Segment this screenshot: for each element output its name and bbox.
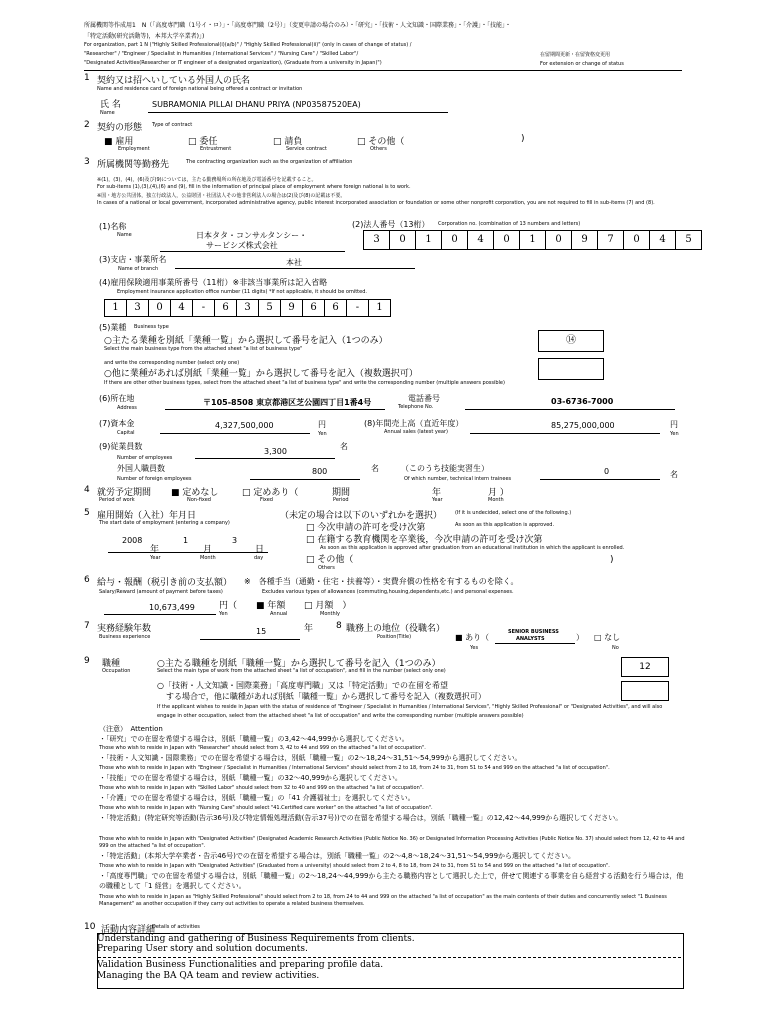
corp-digit: 9 [572, 231, 598, 249]
business-main-instruction-en: Select the main business type from the attached sheet "a list of business type" [104, 346, 303, 352]
capital-yen: 円 [318, 420, 326, 429]
position-yes-checkbox[interactable]: ■ あり（ [455, 633, 490, 642]
start-month-unit: 月 [203, 545, 213, 555]
occupation-other-instruction-en-1: If the applicant wishes to reside in Japan with the status of residence of "Engineer / Specialist in Humanities / International Services", "Highly Skilled Professional" or "Designated Activities", and will also [157, 704, 663, 710]
period-year: 年 [432, 488, 442, 498]
section-3-title-en: The contracting organization such as the organization of affiliation [186, 159, 353, 165]
section-8-title: 職務上の地位（役職名） [346, 624, 446, 634]
business-other-instruction-en: If there are other other business types, select from the attached sheet "a list of business type" and write the corresponding number (multiple answers possible) [104, 380, 505, 386]
foreign-national-name: SUBRAMONIA PILLAI DHANU PRIYA (NP03587520EA) [152, 100, 361, 109]
telephone-underline [465, 409, 675, 410]
salary-annual-en: Annual [270, 611, 288, 617]
business-other-input[interactable] [538, 358, 604, 380]
salary-monthly-en: Monthly [320, 611, 341, 617]
header-right-jp: 在留期間更新・在留資格変更用 [540, 52, 611, 58]
corp-digit: 0 [494, 231, 520, 249]
corp-number-label: (2)法人番号（13桁） [352, 220, 430, 229]
contract-entrustment-checkbox[interactable]: □ 委任 [188, 137, 218, 147]
section-6-title: 給与・報酬（税引き前の支払額） [97, 578, 233, 588]
section-9-title-en: Occupation [102, 668, 131, 674]
period-month-en: Month [488, 497, 504, 503]
corp-number-boxes [363, 230, 702, 250]
period-label-en: Period [333, 497, 349, 503]
header-line-2: 「特定活動(研究活動等)，本邦大学卒業者)」) [84, 33, 205, 40]
start-day-en: day [254, 555, 264, 561]
capital-yen-en: Yen [318, 431, 327, 437]
start-on-approval-checkbox[interactable]: □ 今次申請の許可を受け次第 [306, 523, 426, 533]
address-value: 〒105-8508 東京都港区芝公園四丁目1番4号 [203, 398, 372, 407]
section-9-number: 9 [84, 656, 90, 666]
start-month-value: 1 [183, 536, 189, 545]
section-3-number: 3 [84, 157, 90, 167]
emp-insurance-label-en: Employment insurance application office number (11 digits) *If not applicable, it should be omitted. [117, 289, 367, 295]
section-7-title: 実務経験年数 [97, 624, 152, 634]
address-underline [165, 409, 385, 410]
attention-heading: （注意） Attention [99, 725, 163, 733]
section-2-number: 2 [84, 120, 90, 130]
occupation-main-instruction: ○主たる職種を別紙「職種一覧」から選択して番号を記入（1つのみ） [157, 659, 441, 669]
section-5-number: 5 [84, 508, 90, 518]
section-5-title-en: The start date of employment (entering a company) [99, 520, 230, 526]
telephone-label: 電話番号 [408, 394, 440, 403]
section-6-number: 6 [84, 575, 90, 585]
address-label-en: Address [117, 405, 137, 411]
activity-line-3: Validation Business Functionalities and preparing profile data. [97, 960, 384, 970]
emp-digit: 9 [281, 300, 303, 316]
start-year-en: Year [150, 555, 161, 561]
start-after-graduation-checkbox[interactable]: □ 在籍する教育機関を卒業後，今次申請の許可を受け次第 [306, 535, 543, 545]
emp-digit: - [193, 300, 215, 316]
occupation-main-input[interactable] [621, 657, 669, 677]
attention-note-1-en: Those who wish to reside in Japan with "Researcher" should select from 3, 42 to 44 and 999 on the attached "a list of occupation". [99, 745, 426, 751]
attention-note-5-en: Those who wish to reside in Japan with "Designated Activities" (Designated Academic Research Activities (Public Notice No. 36) or Designated Information Processing Activities (Public Notice No. 37) should select from 12, 42 to 44 and 999 on the attached "a list of occupation". [99, 836, 685, 849]
section-3-note-2: For sub-items (1),(3),(4),(6) and (9), fill in the information of principal place of employment where foreign national is to work. [97, 184, 411, 190]
position-no-en: No [612, 645, 619, 651]
address-label: (6)所在地 [99, 394, 135, 403]
experience-underline [200, 639, 300, 640]
emp-digit: 6 [325, 300, 347, 316]
capital-underline [160, 433, 310, 434]
org-name-underline [160, 251, 345, 252]
trainees-label: （このうち技能実習生） [401, 464, 489, 473]
branch-label: (3)支店・事業所名 [99, 255, 167, 264]
business-type-label: (5)業種 [99, 323, 127, 332]
corp-digit: 7 [598, 231, 624, 249]
contract-others-en: Others [370, 146, 387, 152]
period-fixed-checkbox[interactable]: □ 定めあり（ [242, 488, 299, 498]
attention-note-6-en: Those who wish to reside in Japan with "Designated Activities" (Graduated from a university) should select from 2 to 4, 8 to 18, from 24 to 31, from 51 to 54 and 999 on the attached "a list of occupation". [99, 863, 610, 869]
corp-digit: 0 [624, 231, 650, 249]
corp-digit: 1 [520, 231, 546, 249]
position-value-1: SENIOR BUSINESS [508, 629, 559, 635]
attention-note-2-en: Those who wish to reside in Japan with "Engineer / Specialist in Humanities / International Services" should select from 2 to 18, from 24 to 31, from 51 to 54 and 999 on the attached "a list of occupation". [99, 765, 610, 771]
org-name-label: (1)名称 [99, 222, 127, 231]
sales-value: 85,275,000,000 [551, 421, 615, 430]
name-label-jp: 氏 名 [100, 100, 121, 110]
section-3-note-4: In cases of a national or local government, incorporated administrative agency, public interest incorporated association or foundation or some other nonprofit corporation, you are not required to fill in sub-items (7) and (8). [97, 200, 655, 206]
employees-underline [195, 458, 335, 459]
header-line-4: "Researcher" / "Engineer / Specialist in Humanities / International Services" / "Nursing Care" / "Skilled Labor"/ [84, 51, 359, 57]
section-6-title-en: Salary/Reward (amount of payment before taxes) [99, 589, 223, 595]
period-label: 期間 [332, 488, 351, 498]
section-3-note-1: ※(1)，(3)，(4)，(6)及び(9)については，主たる勤務場所の所在地及び電話番号を記載すること。 [97, 177, 317, 183]
salary-value: 10,673,499 [149, 603, 195, 612]
start-after-graduation-en: As soon as this application is approved after graduation from an educational institution in which the applicant is enrolled. [320, 545, 625, 551]
emp-digit: 1 [376, 302, 383, 313]
attention-note-1: ・「研究」での在留を希望する場合は，別紙「職種一覧」の3,42～44,999から選択してください。 [99, 735, 409, 743]
header-right-en: For extension or change of status [540, 61, 624, 67]
start-on-approval-en: As soon as this application is approved. [455, 522, 555, 528]
position-value-2: ANALYSTS [516, 636, 545, 642]
start-others-checkbox[interactable]: □ その他（ [306, 555, 354, 565]
section-3-title: 所属機関等勤務先 [97, 160, 170, 170]
sales-yen: 円 [670, 420, 678, 429]
trainees-value: 0 [604, 467, 610, 476]
section-7-title-en: Business experience [99, 634, 151, 640]
undecided-instruction: （未定の場合は以下のいずれかを選択） [280, 511, 443, 521]
occupation-other-input[interactable] [621, 681, 669, 701]
section-8-number: 8 [336, 621, 342, 631]
business-other-instruction: ○他に業種があれば別紙「業種一覧」から選択して番号を記入（複数選択可） [104, 369, 418, 379]
attention-note-7: ・「高度専門職」での在留を希望する場合は，別紙「職種一覧」の2～18,24～44,999から主たる職務内容として選択した上で，併せて関連する事業を自ら経営する活動を行う場合は，他の職種として「1 経営」を選択してください。 [99, 872, 684, 890]
section-4-number: 4 [84, 485, 90, 495]
employees-unit: 名 [340, 442, 348, 451]
start-others-en: Others [318, 565, 335, 571]
start-day-unit: 日 [255, 545, 265, 555]
occupation-main-instruction-en: Select the main type of work from the attached sheet "a list of occupation", and fill in the number (select only one) [157, 668, 446, 674]
capital-label-en: Capital [117, 430, 135, 436]
start-day-value: 3 [232, 536, 238, 545]
capital-label: (7)資本金 [99, 419, 135, 428]
occupation-other-instruction-en-2: engage in other occupation, select from the attached sheet "a list of occupation" and write the corresponding number (multiple answers possible) [157, 713, 524, 719]
corp-digit: 5 [685, 234, 692, 245]
position-close: ） [576, 633, 584, 642]
header-line-5: "Designated Activities(Researcher or IT engineer of a designated organization), (Graduate from a university in Japan)") [84, 60, 382, 66]
emp-digit: - [347, 300, 369, 316]
salary-note-en: Excludes various types of allowances (commuting,housing,dependents,etc.) and personal expenses. [262, 589, 514, 595]
section-2-title-en: Type of contract [152, 122, 193, 128]
contract-service-checkbox[interactable]: □ 請負 [273, 137, 303, 147]
position-underline [495, 643, 575, 644]
contract-employment-checkbox[interactable]: ■ 雇用 [104, 137, 134, 147]
contract-others-close: ) [521, 134, 525, 144]
business-type-label-en: Business type [134, 324, 169, 330]
occupation-other-instruction-1: ○「技術・人文知識・国際業務」「高度専門職」又は「特定活動」での在留を希望 [157, 681, 448, 690]
corp-digit: 0 [546, 231, 572, 249]
position-no-checkbox[interactable]: □ なし [594, 633, 621, 642]
section-1-subtitle: Name and residence card of foreign national being offered a contract or invitation [97, 86, 303, 92]
corp-digit: 3 [364, 231, 390, 249]
contract-service-en: Service contract [286, 146, 327, 152]
period-year-en: Year [432, 497, 443, 503]
corp-number-label-en: Corporation no. (combination of 13 numbers and letters) [438, 221, 581, 227]
emp-digit: 0 [149, 300, 171, 316]
business-main-value: ⑭ [566, 335, 576, 346]
capital-value: 4,327,500,000 [215, 421, 274, 430]
divider [84, 70, 682, 71]
employees-label-en: Number of employees [117, 455, 173, 461]
attention-note-4-en: Those who wish to reside in Japan with "Nursing Care" should select "41.Certified care worker" on the attached "a list of occupation". [99, 805, 433, 811]
foreign-employees-underline [250, 479, 360, 480]
section-10-title-en: Details of activities [152, 924, 200, 930]
business-main-instruction: ○主たる業種を別紙「業種一覧」から選択して番号を記入（1つのみ） [104, 336, 388, 346]
foreign-employees-unit: 名 [371, 464, 379, 473]
corp-digit: 4 [468, 231, 494, 249]
corp-digit: 0 [442, 231, 468, 249]
corp-digit: 0 [390, 231, 416, 249]
emp-digit: 1 [105, 300, 127, 316]
telephone-label-en: Telephone No. [398, 404, 434, 410]
trainees-label-en: Of which number, technical intern trainees [404, 476, 512, 482]
activity-line-1: Understanding and gathering of Business Requirements from clients. [97, 934, 415, 944]
section-4-title-en: Period of work [99, 497, 135, 503]
salary-monthly-checkbox[interactable]: □ 月額 ） [304, 601, 352, 611]
trainees-underline [540, 479, 660, 480]
name-label-en: Name [100, 110, 115, 116]
emp-insurance-boxes [104, 299, 391, 317]
emp-digit: 3 [127, 300, 149, 316]
experience-unit: 年 [304, 624, 314, 634]
telephone-value: 03-6736-7000 [551, 397, 614, 406]
section-8-title-en: Position(Title) [377, 634, 412, 640]
undecided-instruction-en: (If it is undecided, select one of the following.) [455, 510, 572, 516]
attention-note-6: ・「特定活動」(本邦大学卒業者・告示46号)での在留を希望する場合は，別紙「職種一覧」の2～4,8～18,24～31,51～54,999から選択してください。 [99, 852, 576, 860]
foreign-employees-label-en: Number of foreign employees [117, 476, 192, 482]
emp-digit: 6 [215, 300, 237, 316]
attention-note-3: ・「技能」での在留を希望する場合は，別紙「職種一覧」の32～40,999から選択してください。 [99, 774, 402, 782]
occupation-main-value: 12 [639, 662, 651, 672]
sales-label: (8)年間売上高（直近年度） [364, 419, 464, 428]
start-others-close: ) [610, 555, 614, 565]
emp-digit: 5 [259, 300, 281, 316]
section-3-note-3: ※国・地方公共団体，独立行政法人，公益財団・社団法人その他非営利法人の場合は(2)及び(8)の記載は不要。 [97, 193, 346, 199]
emp-digit: 6 [303, 300, 325, 316]
section-7-number: 7 [84, 621, 90, 631]
section-10-title: 活動内容詳細 [101, 925, 156, 935]
emp-digit: 4 [171, 300, 193, 316]
section-9-title: 職種 [102, 659, 121, 669]
name-underline [148, 112, 448, 113]
start-year-value: 2008 [122, 536, 143, 545]
period-month: 月 ） [488, 488, 509, 498]
sales-yen-en: Yen [670, 431, 679, 437]
branch-value: 本社 [286, 258, 302, 267]
period-nonfixed-en: Non-fixed [187, 497, 211, 503]
business-main-instruction-en-2: and write the corresponding number (select only one) [104, 360, 240, 366]
attention-note-5: ・「特定活動」(特定研究等活動(告示36号)及び特定情報処理活動(告示37号))での在留を希望する場合は，別紙「職種一覧」の12,42～44,999から選択してください。 [99, 814, 623, 822]
header-line-3: For organization, part 1 N ("Highly Skilled Professional(i)(a/b)" / "Highly Skilled Professional(ii)" (only in cases of change of status) / [84, 42, 412, 48]
attention-note-3-en: Those who wish to reside in Japan with "Skilled Labor" should select from 32 to 40 and 999 on the attached "a list of occupation". [99, 785, 424, 791]
start-date-underline [108, 552, 268, 553]
branch-underline [175, 268, 415, 269]
contract-others-checkbox[interactable]: □ その他（ [357, 137, 405, 147]
org-name-label-en: Name [117, 232, 132, 238]
attention-note-2: ・「技術・人文知識・国際業務」での在留を希望する場合は，別紙「職種一覧」の2～18,24～31,51～54,999から選択してください。 [99, 754, 522, 762]
period-nonfixed-checkbox[interactable]: ■ 定めなし [171, 488, 219, 498]
emp-digit: 3 [237, 300, 259, 316]
experience-value: 15 [256, 627, 267, 636]
sales-underline [470, 433, 660, 434]
salary-underline [104, 614, 216, 615]
emp-insurance-label: (4)雇用保険適用事業所番号（11桁）※非該当事業所は記入省略 [99, 278, 328, 287]
section-2-title: 契約の形態 [97, 123, 143, 133]
corp-digit: 1 [416, 231, 442, 249]
position-yes-en: Yes [470, 645, 479, 651]
start-month-en: Month [200, 555, 216, 561]
section-10-number: 10 [84, 922, 96, 932]
salary-yen: 円（ [219, 601, 238, 611]
employees-value: 3,300 [264, 447, 287, 456]
trainees-unit: 名 [670, 470, 678, 479]
foreign-employees-label: 外国人職員数 [117, 464, 165, 473]
corp-digit: 4 [650, 231, 676, 249]
header-line-1: 所属機関等作成用1 N（「高度専門職（1号イ・ロ）」・「高度専門職（2号）」（変更申請の場合のみ）・「研究」・「技術・人文知識・国際業務」・「介護」・「技能」・ [84, 22, 511, 29]
salary-annual-checkbox[interactable]: ■ 年額 [256, 601, 286, 611]
salary-note: ※ 各種手当（通勤・住宅・扶養等）・実費弁償の性格を有するものを除く。 [244, 577, 519, 586]
contract-entrustment-en: Entrustment [200, 146, 232, 152]
contract-employment-en: Employment [118, 146, 150, 152]
employees-label: (9)従業員数 [99, 442, 143, 451]
attention-note-7-en: Those who wish to reside in Japan as "Highly Skilled Professional" should select from 2 to 18, from 24 to 44 and 999 on the attached "a list of occupation" as the main contents of their duties and concurrently select "1 Business Management" as another occupation if they carry out activities to operate a related business themselves. [99, 894, 667, 907]
activity-line-2: Preparing User story and solution documents. [97, 944, 308, 954]
foreign-employees-value: 800 [312, 467, 328, 476]
section-4-title: 就労予定期間 [97, 488, 152, 498]
org-name-value-1: 日本タタ・コンサルタンシー・ [196, 231, 308, 240]
activities-separator [98, 957, 681, 958]
salary-yen-en: Yen [219, 611, 228, 617]
start-year-unit: 年 [150, 545, 160, 555]
section-1-number: 1 [84, 73, 90, 83]
section-1-title: 契約又は招へいしている外国人の氏名 [97, 76, 251, 86]
branch-label-en: Name of branch [118, 266, 159, 272]
occupation-other-instruction-2: する場合で，他に職種があれば別紙「職種一覧」から選択して番号を記入（複数選択可） [166, 692, 486, 701]
sales-label-en: Annual sales (latest year) [384, 429, 448, 435]
attention-note-4: ・「介護」での在留を希望する場合は，別紙「職種一覧」の「41 介護福祉士」を選択してください。 [99, 794, 415, 802]
section-5-title: 雇用開始（入社）年月日 [97, 511, 197, 521]
activity-line-4: Managing the BA QA team and review activities. [97, 971, 320, 981]
period-fixed-en: Fixed [260, 497, 273, 503]
business-main-input[interactable] [538, 330, 604, 352]
org-name-value-2: サービシズ株式会社 [206, 241, 278, 250]
